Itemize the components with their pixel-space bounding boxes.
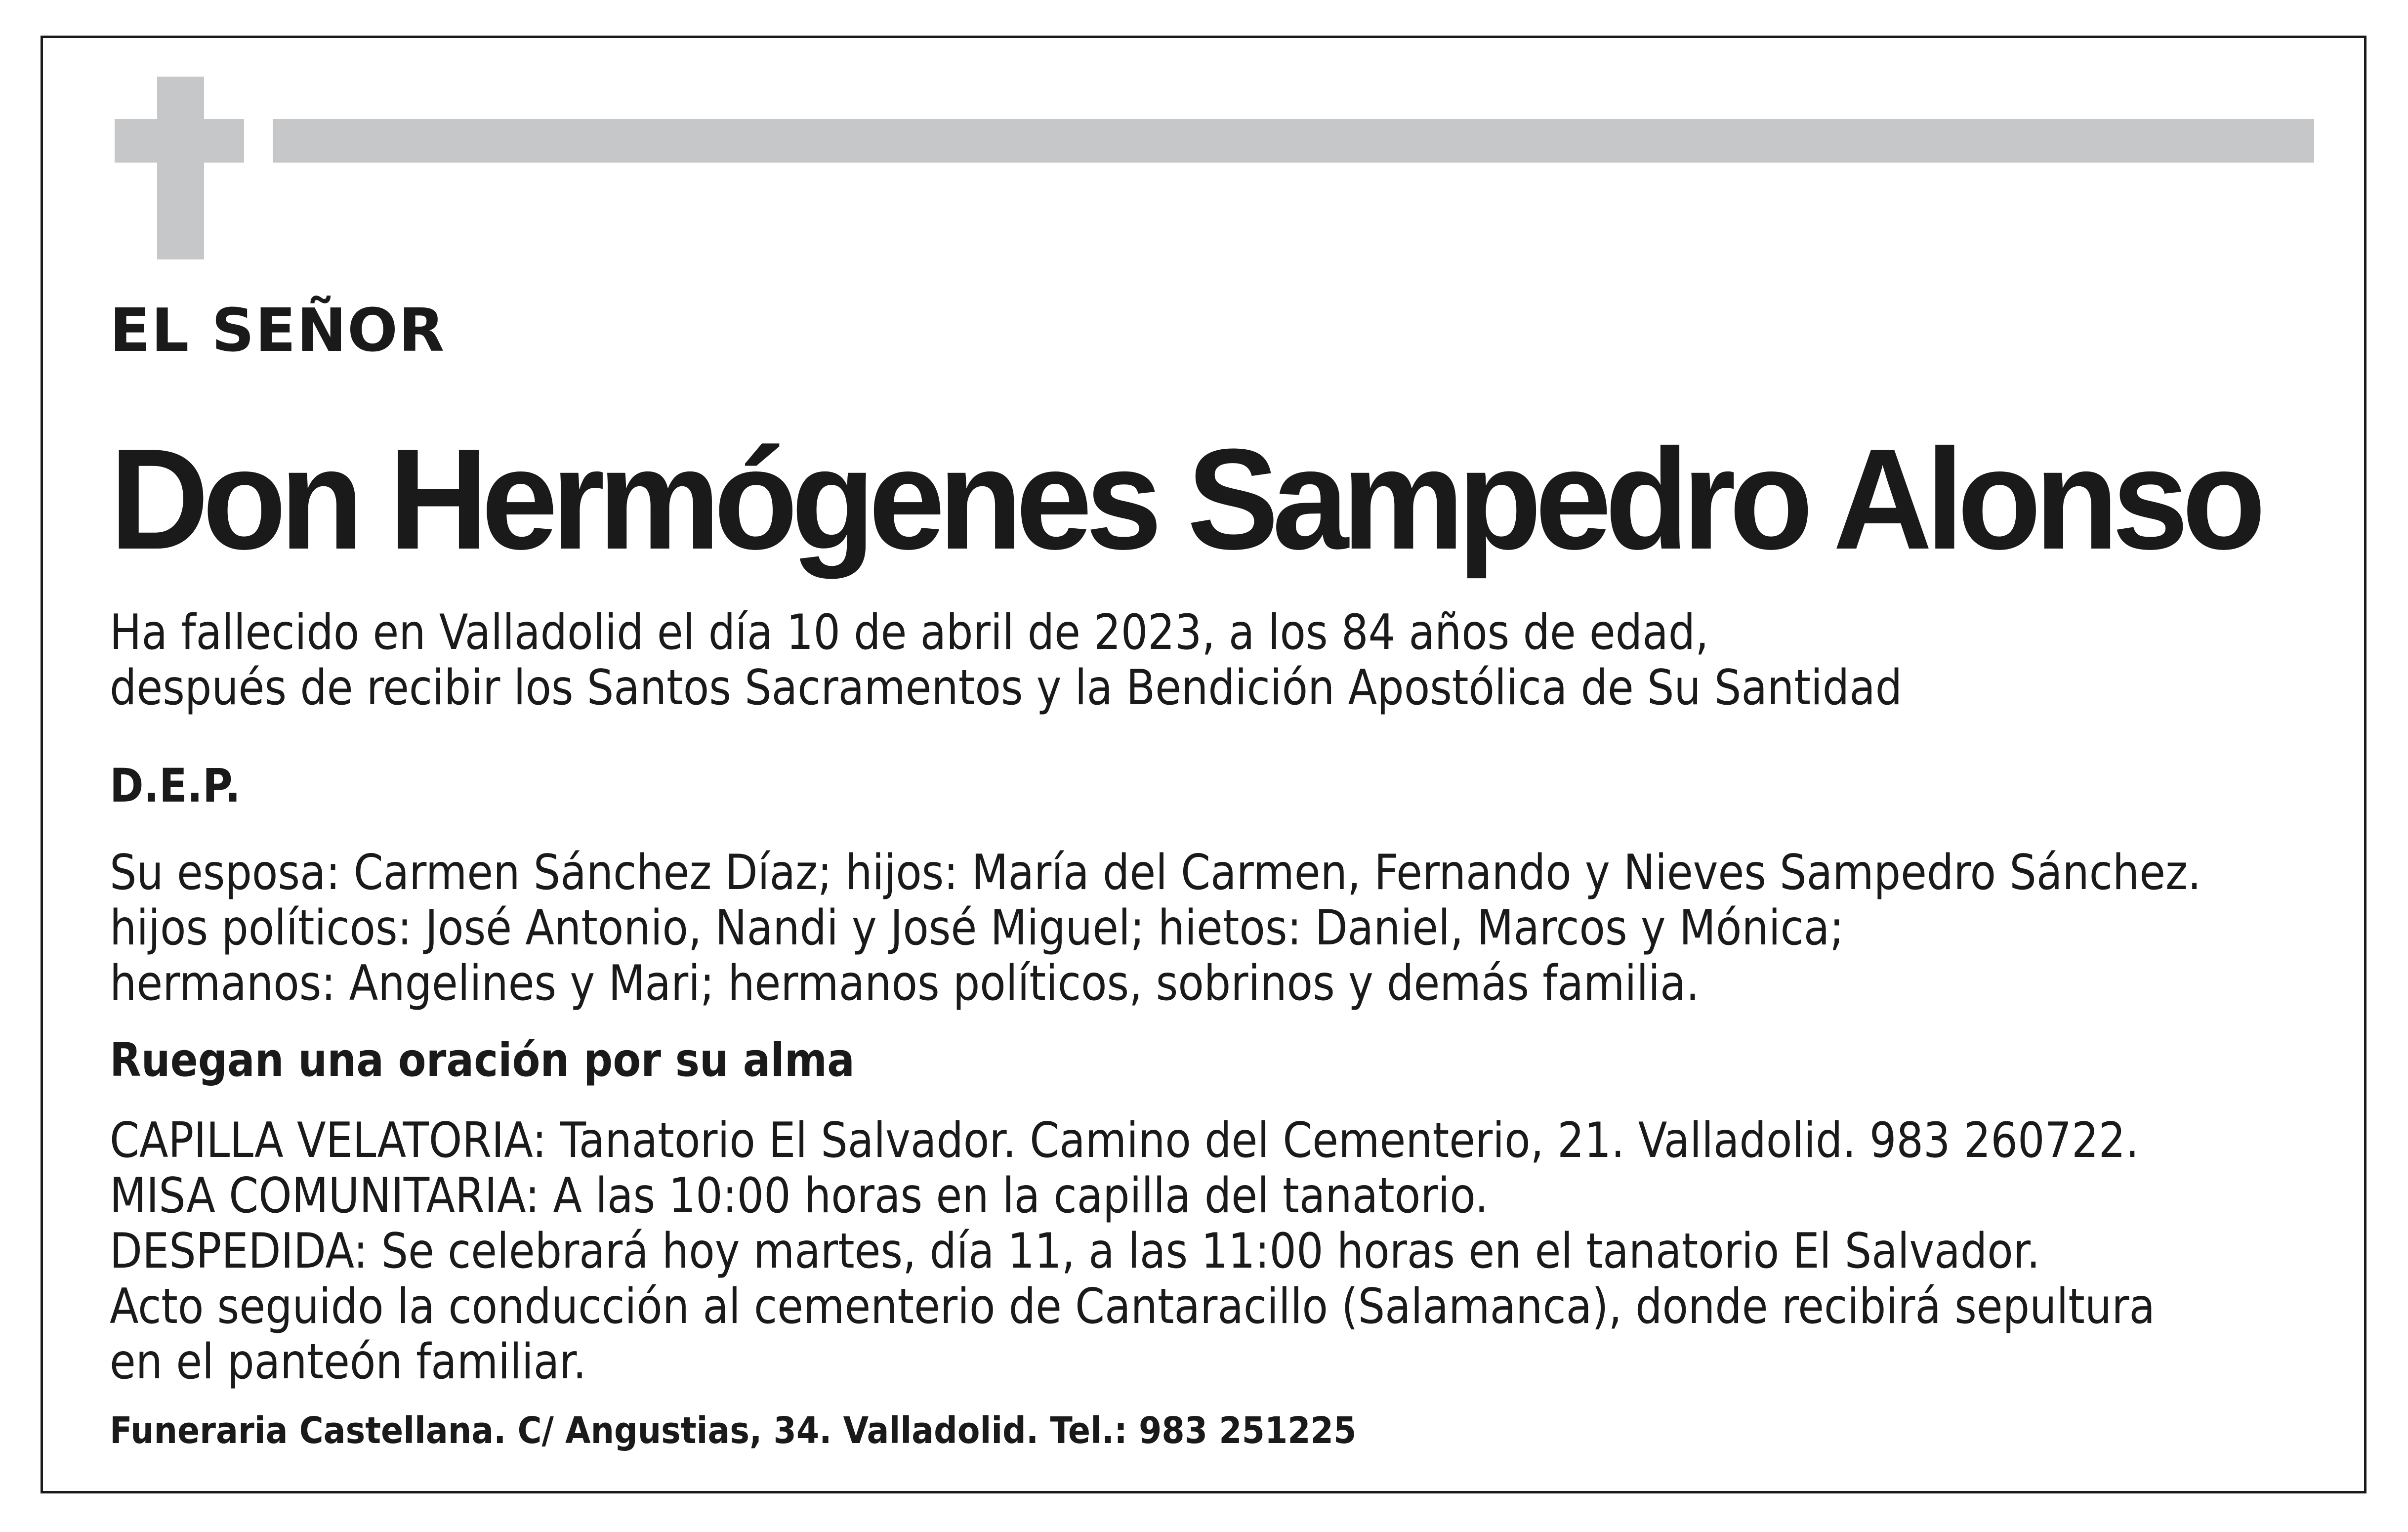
family-line: Su esposa: Carmen Sánchez Díaz; hijos: María del Carmen, Fernando y Nieves Sampedro Sánchez. [110, 845, 2201, 901]
cross-icon-horizontal-bar [115, 119, 244, 163]
salutation: EL SEÑOR [110, 297, 446, 365]
death-notice-line: Ha fallecido en Valladolid el día 10 de abril de 2023, a los 84 años de edad, [110, 604, 1709, 661]
service-line: Acto seguido la conducción al cementerio de Cantaracillo (Salamanca), donde recibirá sepultura [110, 1278, 2156, 1335]
family-line: hijos políticos: José Antonio, Nandi y José Miguel; hietos: Daniel, Marcos y Mónica; [110, 900, 1844, 956]
service-line: CAPILLA VELATORIA: Tanatorio El Salvador. Camino del Cementerio, 21. Valladolid. 983 260722. [110, 1112, 2139, 1169]
deceased-name: Don Hermógenes Sampedro Alonso [110, 419, 2259, 579]
cross-icon-vertical-bar [157, 77, 204, 259]
family-list [110, 845, 2201, 1011]
prayer-request: Ruegan una oración por su alma [110, 1033, 855, 1087]
death-notice-line: después de recibir los Santos Sacramentos y la Bendición Apostólica de Su Santidad [110, 660, 1903, 716]
service-line: MISA COMUNITARIA: A las 10:00 horas en la capilla del tanatorio. [110, 1168, 1489, 1224]
header-rule [273, 119, 2314, 163]
service-line: en el panteón familiar. [110, 1334, 586, 1390]
death-notice [110, 605, 1902, 716]
rip-abbreviation: D.E.P. [110, 759, 241, 813]
funeral-home-footer: Funeraria Castellana. C/ Angustias, 34. Valladolid. Tel.: 983 251225 [110, 1409, 1357, 1452]
service-line: DESPEDIDA: Se celebrará hoy martes, día 11, a las 11:00 horas en el tanatorio El Salvador. [110, 1223, 2040, 1279]
service-details [110, 1113, 2155, 1390]
family-line: hermanos: Angelines y Mari; hermanos políticos, sobrinos y demás familia. [110, 955, 1700, 1012]
